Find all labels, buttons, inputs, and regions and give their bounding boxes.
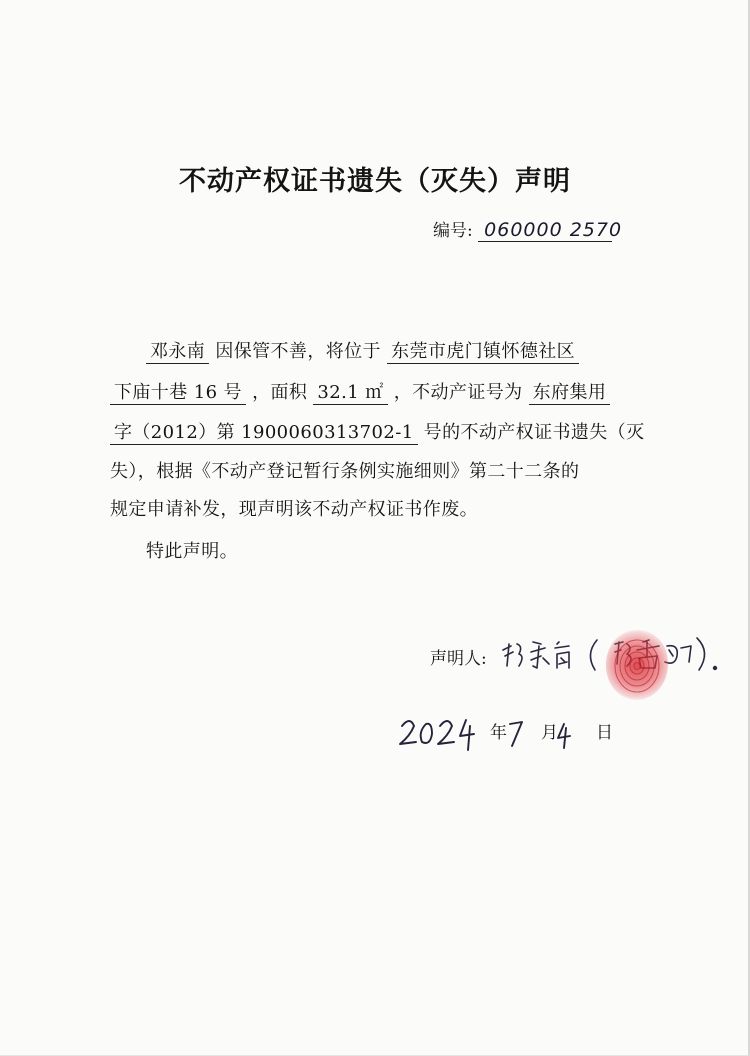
certificate-number-b: 字（2012）第 1900060313702-1 [110,422,418,445]
body-line-1 [146,337,579,363]
closing-text: 特此声明。 [146,541,238,562]
property-area: 32.1 ㎡ [313,382,387,405]
handwritten-date [396,712,596,756]
property-location-b: 下庙十巷 16 号 [110,382,246,405]
applicant-name: 邓永南 [146,341,209,364]
page-title: 不动产权证书遗失（灭失）声明 [179,166,571,197]
year-char: 年 [490,723,507,743]
certificate-number-a: 东府集用 [529,382,611,405]
handwritten-number: 060000 2570 [478,219,612,242]
thumbprint-ridges [606,630,668,700]
body-line-4: 失），根据《不动产登记暂行条例实施细则》第二十二条的 [110,461,580,482]
signature-row [430,644,487,669]
day-char: 日 [596,723,613,743]
body-text-3: ，不动产证号为 [393,382,523,403]
body-text-2: ，面积 [252,382,308,403]
body-text-4: 号的不动产权证书遗失（灭 [423,422,645,443]
month-char: 月 [541,723,558,743]
body-line-5: 规定申请补发，现声明该不动产权证书作废。 [110,499,478,520]
property-location-a: 东莞市虎门镇怀德社区 [387,341,579,364]
body-line-3 [110,418,644,444]
document-number-row [433,216,623,242]
signature-label: 声明人: [430,649,487,669]
body-line-2 [110,378,610,404]
number-label: 编号: [433,221,473,241]
body-text-1: 因保管不善，将位于 [215,341,381,362]
